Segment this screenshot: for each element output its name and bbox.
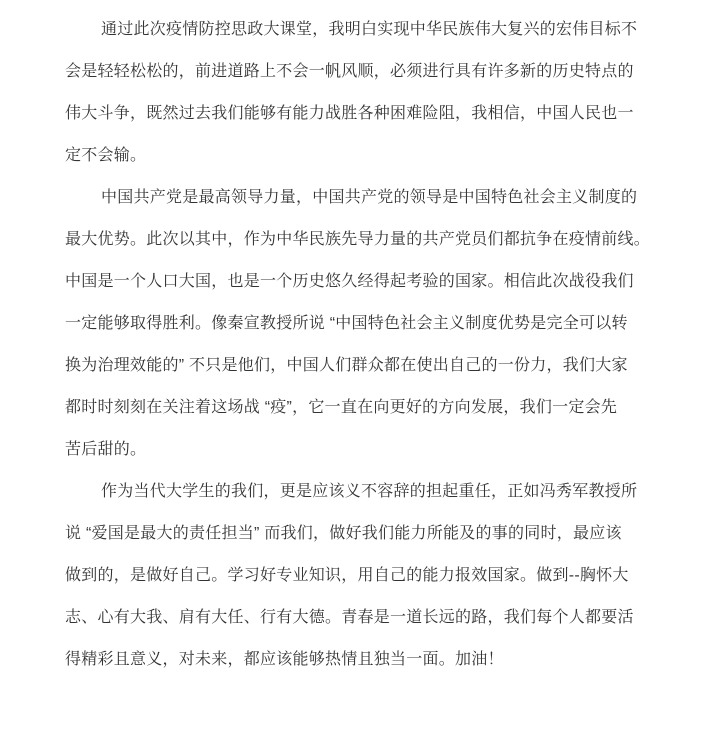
paragraph-3 [65, 471, 703, 681]
paragraph-1 [65, 9, 703, 177]
text-line: 志、心有大我、肩有大任、行有大德。青春是一道长远的路，我们每个人都要活 [65, 609, 634, 626]
text-line: 说 “爱国是最大的责任担当” 而我们，做好我们能力所能及的事的同时，最应该 [65, 525, 622, 542]
text-line: 定不会输。 [65, 147, 147, 164]
text-line: 做到的，是做好自己。学习好专业知识，用自己的能力报效国家。做到--胸怀大 [65, 567, 629, 584]
text-line: 中国共产党是最高领导力量，中国共产党的领导是中国特色社会主义制度的 [101, 189, 638, 206]
paragraph-2 [65, 177, 703, 471]
text-line: 最大优势。此次以其中，作为中华民族先导力量的共产党员们都抗争在疫情前线。 [65, 231, 651, 248]
text-line: 通过此次疫情防控思政大课堂，我明白实现中华民族伟大复兴的宏伟目标不 [101, 21, 638, 38]
text-line: 得精彩且意义，对未来，都应该能够热情且独当一面。加油！ [65, 651, 504, 668]
text-line: 作为当代大学生的我们，更是应该义不容辞的担起重任，正如冯秀军教授所 [101, 483, 638, 500]
text-line: 中国是一个人口大国，也是一个历史悠久经得起考验的国家。相信此次战役我们 [65, 273, 634, 290]
text-line: 伟大斗争，既然过去我们能够有能力战胜各种困难险阻，我相信，中国人民也一 [65, 105, 634, 122]
text-line: 换为治理效能的” 不只是他们，中国人们群众都在使出自己的一份力，我们大家 [65, 357, 628, 374]
text-line: 都时时刻刻在关注着这场战 “疫”，它一直在向更好的方向发展，我们一定会先 [65, 399, 618, 416]
text-line: 一定能够取得胜利。像秦宣教授所说 “中国特色社会主义制度优势是完全可以转 [65, 315, 628, 332]
text-line: 苦后甜的。 [65, 441, 147, 458]
text-line: 会是轻轻松松的，前进道路上不会一帆风顺，必须进行具有许多新的历史特点的 [65, 63, 634, 80]
